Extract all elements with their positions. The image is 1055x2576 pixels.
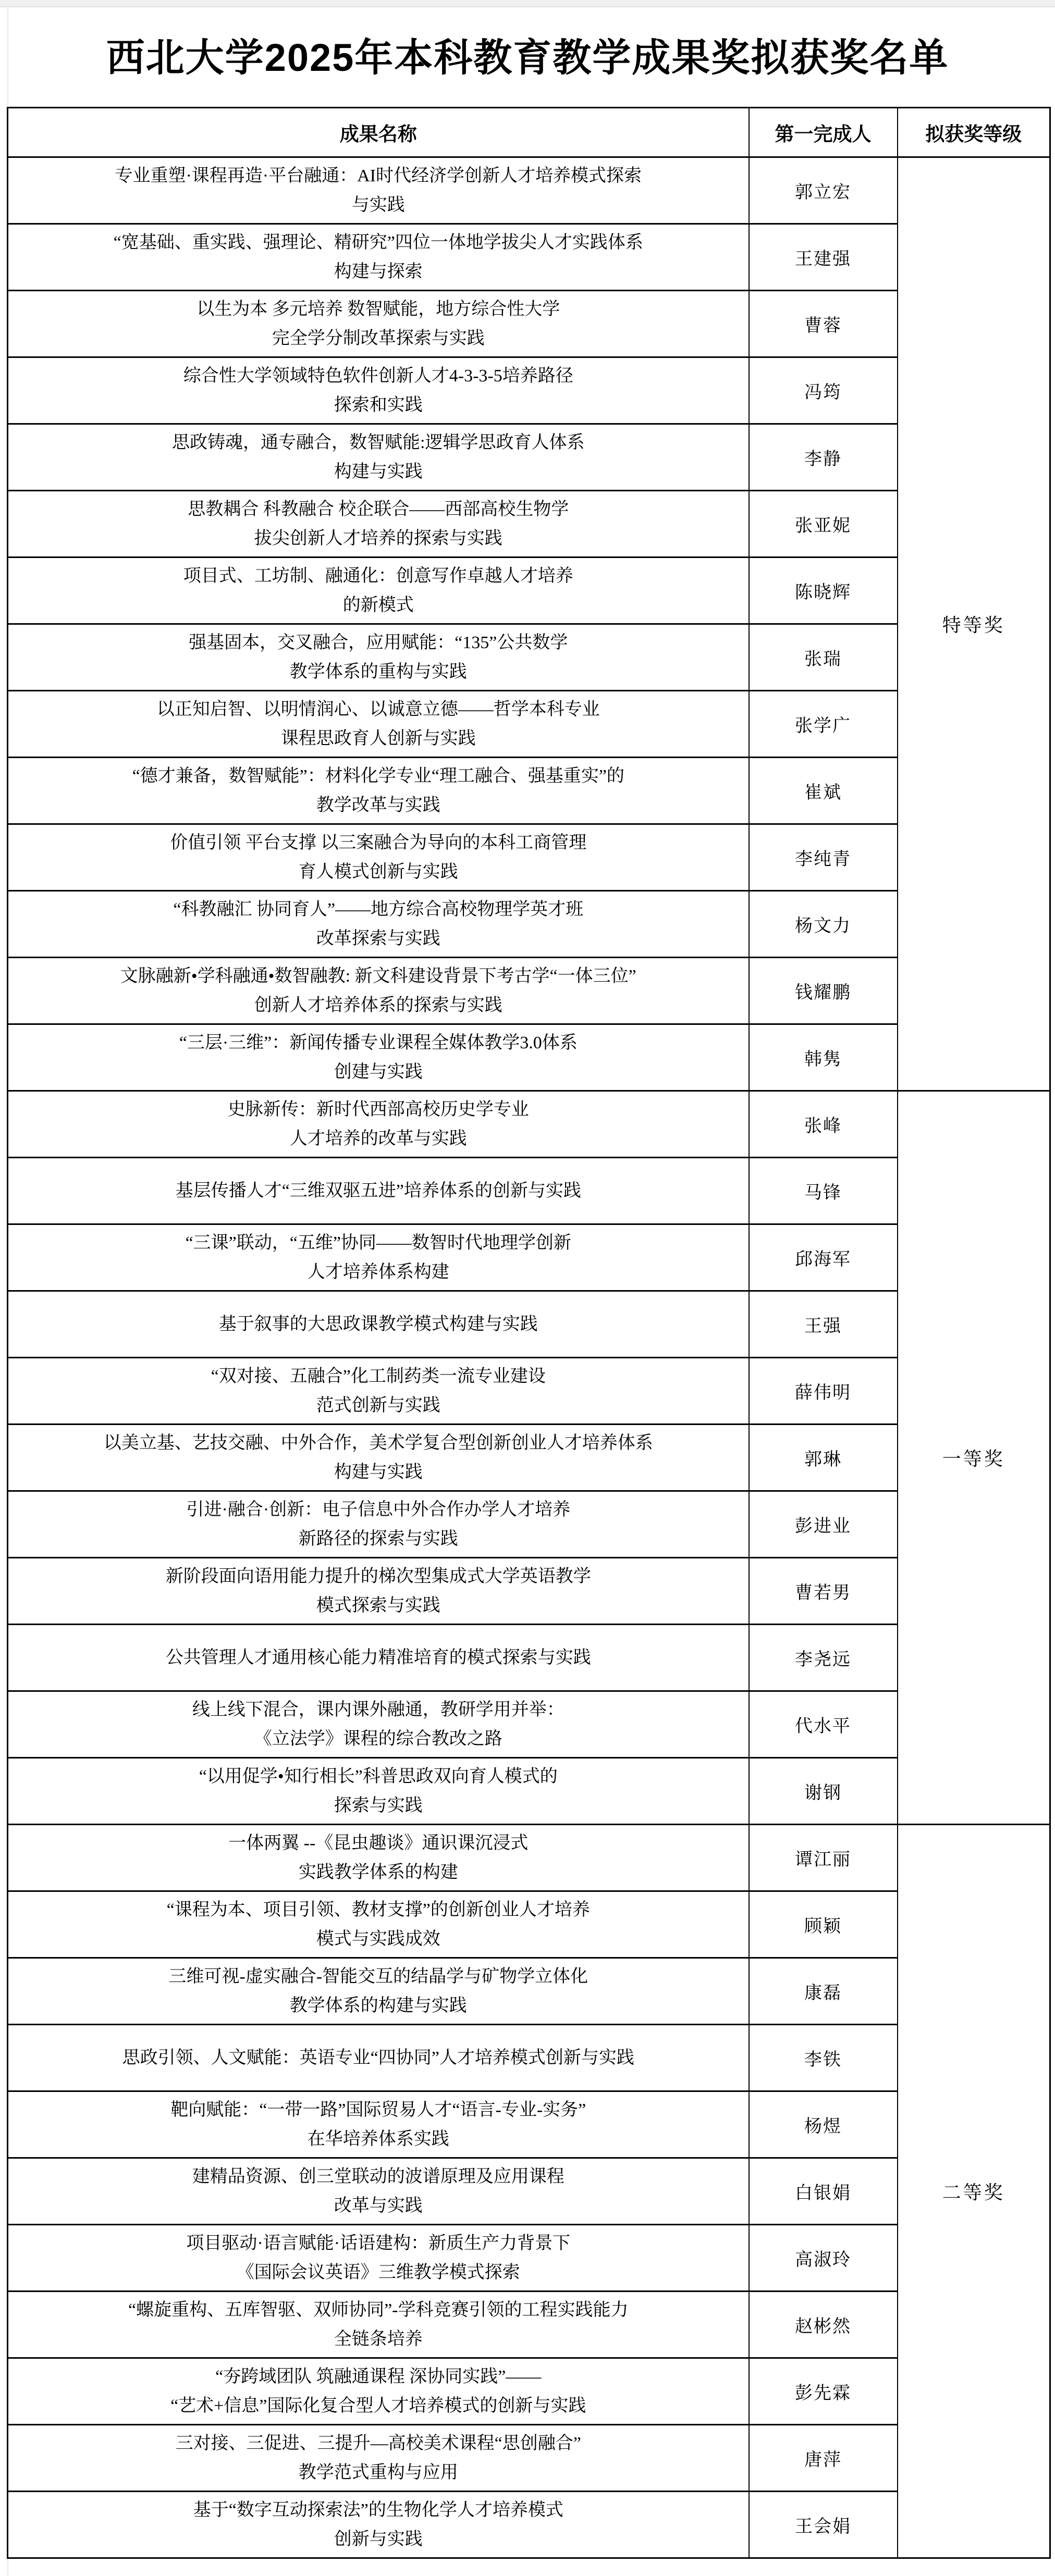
person-cell: 谢钢 xyxy=(749,1758,898,1825)
achievement-line-2: 人才培养的改革与实践 xyxy=(289,1129,467,1148)
achievement-cell xyxy=(8,558,749,624)
award-level-cell: 特等奖 xyxy=(898,157,1050,1091)
achievement-line-2: 全链条培养 xyxy=(334,2329,423,2349)
achievement-line-1: 项目式、工坊制、融通化：创意写作卓越人才培养 xyxy=(183,566,573,586)
achievement-line-2: 实践教学体系的构建 xyxy=(298,1862,458,1882)
achievement-line-2: 创新人才培养体系的探索与实践 xyxy=(254,995,502,1015)
achievement-cell xyxy=(8,1291,749,1358)
person-cell: 李铁 xyxy=(749,2025,898,2091)
achievement-cell xyxy=(8,1358,749,1425)
achievement-cell xyxy=(8,1558,749,1625)
person-cell: 张峰 xyxy=(749,1091,898,1158)
table-row xyxy=(8,1691,1050,1758)
achievement-cell xyxy=(8,1425,749,1491)
achievement-line-2: 创建与实践 xyxy=(334,1062,423,1082)
table-row xyxy=(8,1958,1050,2025)
col-header-achievement: 成果名称 xyxy=(8,108,749,157)
achievement-cell xyxy=(8,2425,749,2492)
table-row xyxy=(8,1291,1050,1358)
achievement-line-1: 线上线下混合，课内课外融通，教研学用并举： xyxy=(192,1700,565,1719)
achievement-line-1: “三层·三维”：新闻传播专业课程全媒体教学3.0体系 xyxy=(179,1033,578,1052)
achievement-line-1: 一体两翼 --《昆虫趣谈》通识课沉浸式 xyxy=(228,1833,529,1853)
achievement-line-1: 引进·融合·创新：电子信息中外合作办学人才培养 xyxy=(186,1500,571,1519)
table-row xyxy=(8,224,1050,291)
achievement-line-2: 新路径的探索与实践 xyxy=(298,1529,458,1549)
achievement-line-1: 价值引领 平台支撑 以三案融合为导向的本科工商管理 xyxy=(170,833,587,852)
person-cell: 曹蓉 xyxy=(749,291,898,357)
achievement-line-1: “课程为本、项目引领、教材支撑”的创新创业人才培养 xyxy=(166,1900,590,1919)
person-cell: 杨煜 xyxy=(749,2091,898,2158)
achievement-cell xyxy=(8,1625,749,1691)
achievement-line-2: 课程思政育人创新与实践 xyxy=(280,728,476,748)
table-row xyxy=(8,1091,1050,1158)
achievement-line-2: 构建与实践 xyxy=(334,1462,423,1482)
achievement-line-2: “艺术+信息”国际化复合型人才培养模式的创新与实践 xyxy=(170,2396,586,2416)
achievement-cell xyxy=(8,958,749,1024)
achievement-line-2: 教学体系的重构与实践 xyxy=(289,662,467,682)
person-cell: 钱耀鹏 xyxy=(749,958,898,1024)
person-cell: 王会娟 xyxy=(749,2492,898,2558)
achievement-line-1: 思政铸魂，通专融合，数智赋能:逻辑学思政育人体系 xyxy=(172,432,585,452)
awards-table xyxy=(7,107,1051,2559)
person-cell: 邱海军 xyxy=(749,1224,898,1291)
person-cell: 郭立宏 xyxy=(749,157,898,224)
achievement-line-2: 与实践 xyxy=(351,195,405,215)
table-row xyxy=(8,1758,1050,1825)
table-row xyxy=(8,1224,1050,1291)
achievement-cell xyxy=(8,2492,749,2558)
achievement-cell xyxy=(8,1825,749,1891)
person-cell: 张亚妮 xyxy=(749,491,898,558)
achievement-cell xyxy=(8,291,749,357)
achievement-line-1: “夯跨域团队 筑融通课程 深协同实践”—— xyxy=(215,2367,542,2386)
person-cell: 韩隽 xyxy=(749,1024,898,1091)
achievement-cell xyxy=(8,2225,749,2292)
achievement-line-2: 教学体系的构建与实践 xyxy=(289,1996,467,2015)
person-cell: 张瑞 xyxy=(749,624,898,691)
person-cell: 张学广 xyxy=(749,691,898,758)
achievement-cell xyxy=(8,357,749,424)
achievement-cell xyxy=(8,1091,749,1158)
achievement-line-1: 基于叙事的大思政课教学模式构建与实践 xyxy=(218,1314,538,1334)
person-cell: 王建强 xyxy=(749,224,898,291)
table-row xyxy=(8,157,1050,224)
achievement-line-2: 构建与探索 xyxy=(334,262,423,281)
achievement-line-1: “以用促学•知行相长”科普思政双向育人模式的 xyxy=(199,1766,558,1786)
achievement-line-1: 文脉融新•学科融通•数智融教: 新文科建设背景下考古学“一体三位” xyxy=(120,966,636,986)
achievement-cell xyxy=(8,758,749,824)
achievement-line-2: 范式创新与实践 xyxy=(316,1395,440,1415)
achievement-cell xyxy=(8,424,749,491)
achievement-line-1: “双对接、五融合”化工制药类一流专业建设 xyxy=(211,1366,546,1386)
person-cell: 李尧远 xyxy=(749,1625,898,1691)
person-cell: 马锋 xyxy=(749,1158,898,1224)
achievement-line-1: “德才兼备，数智赋能”：材料化学专业“理工融合、强基重实”的 xyxy=(132,766,624,786)
achievement-cell xyxy=(8,1224,749,1291)
achievement-cell xyxy=(8,624,749,691)
achievement-line-2: 《国际会议英语》三维教学模式探索 xyxy=(236,2262,520,2282)
achievement-line-1: 综合性大学领域特色软件创新人才4-3-3-5培养路径 xyxy=(183,366,573,386)
achievement-cell xyxy=(8,2292,749,2358)
achievement-cell xyxy=(8,1158,749,1224)
person-cell: 冯筠 xyxy=(749,357,898,424)
table-row xyxy=(8,1891,1050,1958)
table-row xyxy=(8,1358,1050,1425)
table-row xyxy=(8,824,1050,891)
achievement-line-2: 人才培养体系构建 xyxy=(307,1262,449,1282)
achievement-line-1: 史脉新传：新时代西部高校历史学专业 xyxy=(227,1099,529,1119)
table-row xyxy=(8,1491,1050,1558)
person-cell: 顾颖 xyxy=(749,1891,898,1958)
table-row xyxy=(8,2358,1050,2425)
table-row xyxy=(8,1158,1050,1224)
person-cell: 彭先霖 xyxy=(749,2358,898,2425)
achievement-line-1: 思政引领、人文赋能：英语专业“四协同”人才培养模式创新与实践 xyxy=(122,2048,634,2067)
achievement-line-2: 模式与实践成效 xyxy=(316,1929,440,1949)
table-row xyxy=(8,357,1050,424)
table-row xyxy=(8,1024,1050,1091)
achievement-line-1: 三对接、三促进、三提升—高校美术课程“思创融合” xyxy=(175,2433,581,2453)
achievement-line-2: 探索和实践 xyxy=(334,395,423,415)
person-cell: 郭琳 xyxy=(749,1425,898,1491)
col-header-person: 第一完成人 xyxy=(749,108,898,157)
table-row xyxy=(8,1625,1050,1691)
person-cell: 薛伟明 xyxy=(749,1358,898,1425)
achievement-cell xyxy=(8,2025,749,2091)
achievement-cell xyxy=(8,824,749,891)
achievement-cell xyxy=(8,1491,749,1558)
person-cell: 康磊 xyxy=(749,1958,898,2025)
achievement-line-2: 构建与实践 xyxy=(334,462,423,481)
achievement-line-1: 新阶段面向语用能力提升的梯次型集成式大学英语教学 xyxy=(165,1566,591,1586)
achievement-line-1: 公共管理人才通用核心能力精准培育的模式探索与实践 xyxy=(165,1648,591,1667)
table-row xyxy=(8,2492,1050,2558)
person-cell: 崔斌 xyxy=(749,758,898,824)
achievement-line-2: 创新与实践 xyxy=(334,2529,423,2549)
achievement-cell xyxy=(8,1024,749,1091)
person-cell: 陈晓辉 xyxy=(749,558,898,624)
achievement-cell xyxy=(8,2358,749,2425)
achievement-cell xyxy=(8,891,749,958)
award-level-cell: 一等奖 xyxy=(898,1091,1050,1825)
achievement-cell xyxy=(8,1758,749,1825)
achievement-line-1: 思教耦合 科教融合 校企联合——西部高校生物学 xyxy=(188,499,569,519)
achievement-line-1: 建精品资源、创三堂联动的波谱原理及应用课程 xyxy=(192,2166,565,2186)
person-cell: 唐萍 xyxy=(749,2425,898,2492)
person-cell: 代水平 xyxy=(749,1691,898,1758)
table-row xyxy=(8,758,1050,824)
achievement-line-1: 基层传播人才“三维双驱五进”培养体系的创新与实践 xyxy=(175,1181,581,1200)
achievement-line-2: 改革探索与实践 xyxy=(316,928,440,948)
achievement-cell xyxy=(8,1891,749,1958)
achievement-line-2: 完全学分制改革探索与实践 xyxy=(272,328,485,348)
achievement-cell xyxy=(8,691,749,758)
achievement-line-1: 基于“数字互动探索法”的生物化学人才培养模式 xyxy=(193,2500,563,2520)
person-cell: 李纯青 xyxy=(749,824,898,891)
achievement-line-1: 靶向赋能：“一带一路”国际贸易人才“语言-专业-实务” xyxy=(170,2100,586,2120)
achievement-cell xyxy=(8,2158,749,2225)
person-cell: 谭江丽 xyxy=(749,1825,898,1891)
achievement-cell xyxy=(8,2091,749,2158)
achievement-line-2: 教学范式重构与应用 xyxy=(298,2462,458,2482)
achievement-cell xyxy=(8,1691,749,1758)
table-row xyxy=(8,958,1050,1024)
achievement-line-1: “螺旋重构、五库智驱、双师协同”-学科竞赛引领的工程实践能力 xyxy=(128,2300,629,2320)
achievement-line-2: 《立法学》课程的综合教改之路 xyxy=(254,1729,502,1749)
table-row xyxy=(8,1558,1050,1625)
header-row xyxy=(8,108,1050,157)
achievement-line-2: 在华培养体系实践 xyxy=(307,2129,449,2149)
achievement-line-1: 项目驱动·语言赋能·话语建构：新质生产力背景下 xyxy=(186,2233,571,2253)
achievement-cell xyxy=(8,157,749,224)
col-header-award: 拟获奖等级 xyxy=(898,108,1050,157)
table-row xyxy=(8,291,1050,357)
person-cell: 赵彬然 xyxy=(749,2292,898,2358)
achievement-line-2: 拔尖创新人才培养的探索与实践 xyxy=(254,528,502,548)
table-row xyxy=(8,2425,1050,2492)
achievement-cell xyxy=(8,1958,749,2025)
achievement-line-1: 以美立基、艺技交融、中外合作，美术学复合型创新创业人才培养体系 xyxy=(103,1433,653,1453)
person-cell: 白银娟 xyxy=(749,2158,898,2225)
table-row xyxy=(8,558,1050,624)
table-row xyxy=(8,891,1050,958)
person-cell: 李静 xyxy=(749,424,898,491)
achievement-line-1: 强基固本，交叉融合，应用赋能：“135”公共数学 xyxy=(189,633,568,652)
achievement-line-2: 的新模式 xyxy=(342,595,414,615)
achievement-line-1: 专业重塑·课程再造·平台融通：AI时代经济学创新人才培养模式探索 xyxy=(115,166,642,185)
table-row xyxy=(8,2091,1050,2158)
achievement-line-2: 探索与实践 xyxy=(334,1795,423,1815)
person-cell: 王强 xyxy=(749,1291,898,1358)
table-row xyxy=(8,624,1050,691)
table-row xyxy=(8,2292,1050,2358)
achievement-line-2: 改革与实践 xyxy=(334,2196,423,2215)
table-row xyxy=(8,691,1050,758)
achievement-line-2: 育人模式创新与实践 xyxy=(298,862,458,882)
achievement-cell xyxy=(8,491,749,558)
person-cell: 彭进业 xyxy=(749,1491,898,1558)
person-cell: 曹若男 xyxy=(749,1558,898,1625)
person-cell: 杨文力 xyxy=(749,891,898,958)
award-level-cell: 二等奖 xyxy=(898,1825,1050,2558)
table-row xyxy=(8,2158,1050,2225)
table-row xyxy=(8,1825,1050,1891)
achievement-line-1: 以生为本 多元培养 数智赋能，地方综合性大学 xyxy=(197,299,560,319)
person-cell: 高淑玲 xyxy=(749,2225,898,2292)
page-top-strip xyxy=(0,0,1055,7)
achievement-line-1: 三维可视-虚实融合-智能交互的结晶学与矿物学立体化 xyxy=(168,1966,588,1986)
page-title: 西北大学2025年本科教育教学成果奖拟获奖名单 xyxy=(106,36,949,79)
achievement-line-1: “宽基础、重实践、强理论、精研究”四位一体地学拔尖人才实践体系 xyxy=(113,232,643,252)
table-row xyxy=(8,1425,1050,1491)
achievement-line-2: 模式探索与实践 xyxy=(316,1595,440,1615)
achievement-cell xyxy=(8,224,749,291)
table-row xyxy=(8,2225,1050,2292)
table-row xyxy=(8,424,1050,491)
table-row xyxy=(8,2025,1050,2091)
achievement-line-1: “科教融汇 协同育人”——地方综合高校物理学英才班 xyxy=(173,899,584,919)
achievement-line-1: 以正知启智、以明情润心、以诚意立德——哲学本科专业 xyxy=(156,699,600,719)
table-row xyxy=(8,491,1050,558)
achievement-line-2: 教学改革与实践 xyxy=(316,795,440,815)
achievement-line-1: “三课”联动，“五维”协同——数智时代地理学创新 xyxy=(185,1233,571,1253)
